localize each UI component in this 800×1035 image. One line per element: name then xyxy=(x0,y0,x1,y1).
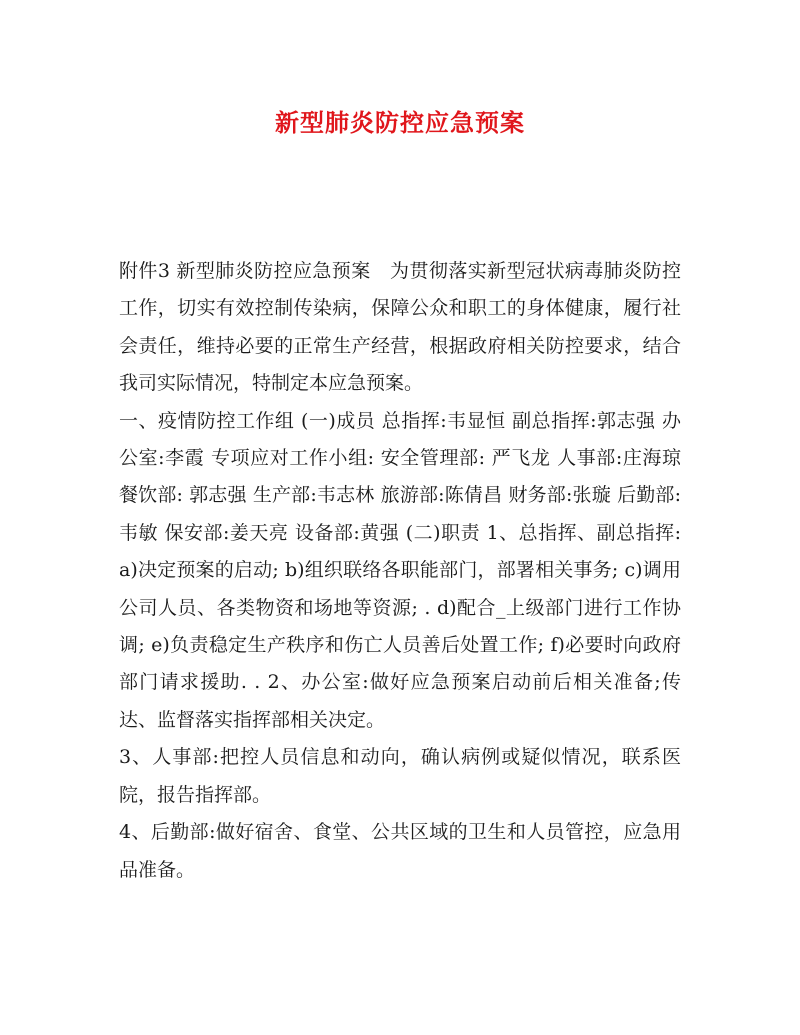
document-body xyxy=(119,253,681,889)
paragraph-working-group: 一、疫情防控工作组 (一)成员 总指挥:韦显恒 副总指挥:郭志强 办公室:李霞 专项应对工作小组: 安全管理部: 严飞龙 人事部:庄海琼 餐饮部: 郭志强 生产部:韦志林 旅游部:陈倩昌 财务部:张璇 后勤部:韦敏 保安部:姜天亮 设备部:黄强 (二)职责 1、总指挥、副总指挥: a)决定预案的启动; b)组织联络各职能部门，部署相关事务; c)调用公司人员、各类物资和场地等资源; . d)配合_上级部门进行工作协调; e)负责稳定生产秩序和伤亡人员善后处置工作; f)必要时向政府部门请求援助. . 2、办公室:做好应急预案启动前后相关准备;传达、监督落实指挥部相关决定。 xyxy=(119,409,681,731)
paragraph-hr-department: 3、人事部:把控人员信息和动向，确认病例或疑似情况，联系医院，报告指挥部。 xyxy=(119,746,681,806)
document-title: 新型肺炎防控应急预案 xyxy=(275,108,525,137)
paragraph-logistics-department: 4、后勤部:做好宿舍、食堂、公共区域的卫生和人员管控，应急用品准备。 xyxy=(119,821,681,881)
paragraph-intro: 附件3 新型肺炎防控应急预案 为贯彻落实新型冠状病毒肺炎防控工作，切实有效控制传染病，保障公众和职工的身体健康，履行社会责任，维持必要的正常生产经营，根据政府相关防控要求，结合我司实际情况，特制定本应急预案。 xyxy=(119,260,681,395)
